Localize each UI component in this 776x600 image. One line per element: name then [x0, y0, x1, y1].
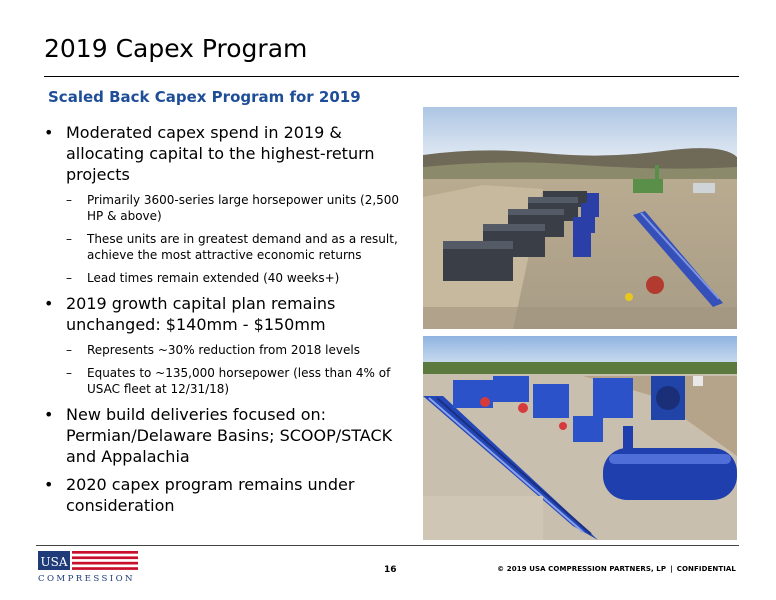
bullet-list	[44, 122, 404, 523]
svg-text:COMPRESSION: COMPRESSION	[38, 574, 135, 583]
sub-bullet-item	[66, 365, 404, 397]
dash-icon: –	[66, 271, 72, 285]
bullet-text: New build deliveries focused on: Permian/Delaware Basins; SCOOP/STACK and Appalachia	[66, 405, 393, 466]
bullet-item	[44, 474, 404, 516]
slide-title: 2019 Capex Program	[44, 34, 308, 63]
bullet-dot-icon: •	[44, 405, 54, 424]
dash-icon: –	[66, 366, 72, 380]
sub-bullet-text: These units are in greatest demand and as a result, achieve the most attractive economic returns	[87, 232, 398, 262]
compressor-site-photo-bottom	[423, 336, 737, 540]
bullet-text: 2020 capex program remains under consideration	[66, 475, 355, 515]
bullet-item	[44, 404, 404, 467]
sub-bullet-text: Primarily 3600-series large horsepower units (2,500 HP & above)	[87, 193, 400, 223]
dash-icon: –	[66, 343, 72, 357]
bullet-item	[44, 293, 404, 335]
usa-compression-logo	[38, 551, 148, 583]
sub-bullet-text: Equates to ~135,000 horsepower (less than 4% of USAC fleet at 12/31/18)	[87, 366, 391, 396]
sub-bullet-item	[66, 192, 404, 224]
bullet-dot-icon: •	[44, 123, 54, 142]
svg-text:USA: USA	[40, 555, 68, 569]
footer-copyright	[497, 565, 736, 573]
footer-separator: |	[670, 565, 673, 573]
bullet-text: 2019 growth capital plan remains unchanged: $140mm - $150mm	[66, 294, 336, 334]
sub-bullet-text: Lead times remain extended (40 weeks+)	[87, 271, 340, 285]
page-number: 16	[384, 565, 397, 575]
sub-bullet-item	[66, 270, 404, 286]
footer-divider	[36, 545, 739, 546]
sub-bullet-item	[66, 231, 404, 263]
bullet-dot-icon: •	[44, 475, 54, 494]
dash-icon: –	[66, 232, 72, 246]
slide-subtitle: Scaled Back Capex Program for 2019	[48, 88, 361, 106]
bullet-text: Moderated capex spend in 2019 & allocating capital to the highest-return projects	[66, 123, 375, 184]
compressor-site-photo-top	[423, 107, 737, 329]
bullet-item	[44, 122, 404, 185]
dash-icon: –	[66, 193, 72, 207]
sub-bullet-text: Represents ~30% reduction from 2018 levels	[87, 343, 360, 357]
confidential-label: CONFIDENTIAL	[676, 565, 736, 573]
title-divider	[44, 76, 739, 77]
bullet-dot-icon: •	[44, 294, 54, 313]
copyright-text: © 2019 USA COMPRESSION PARTNERS, LP	[497, 565, 667, 573]
sub-bullet-item	[66, 342, 404, 358]
